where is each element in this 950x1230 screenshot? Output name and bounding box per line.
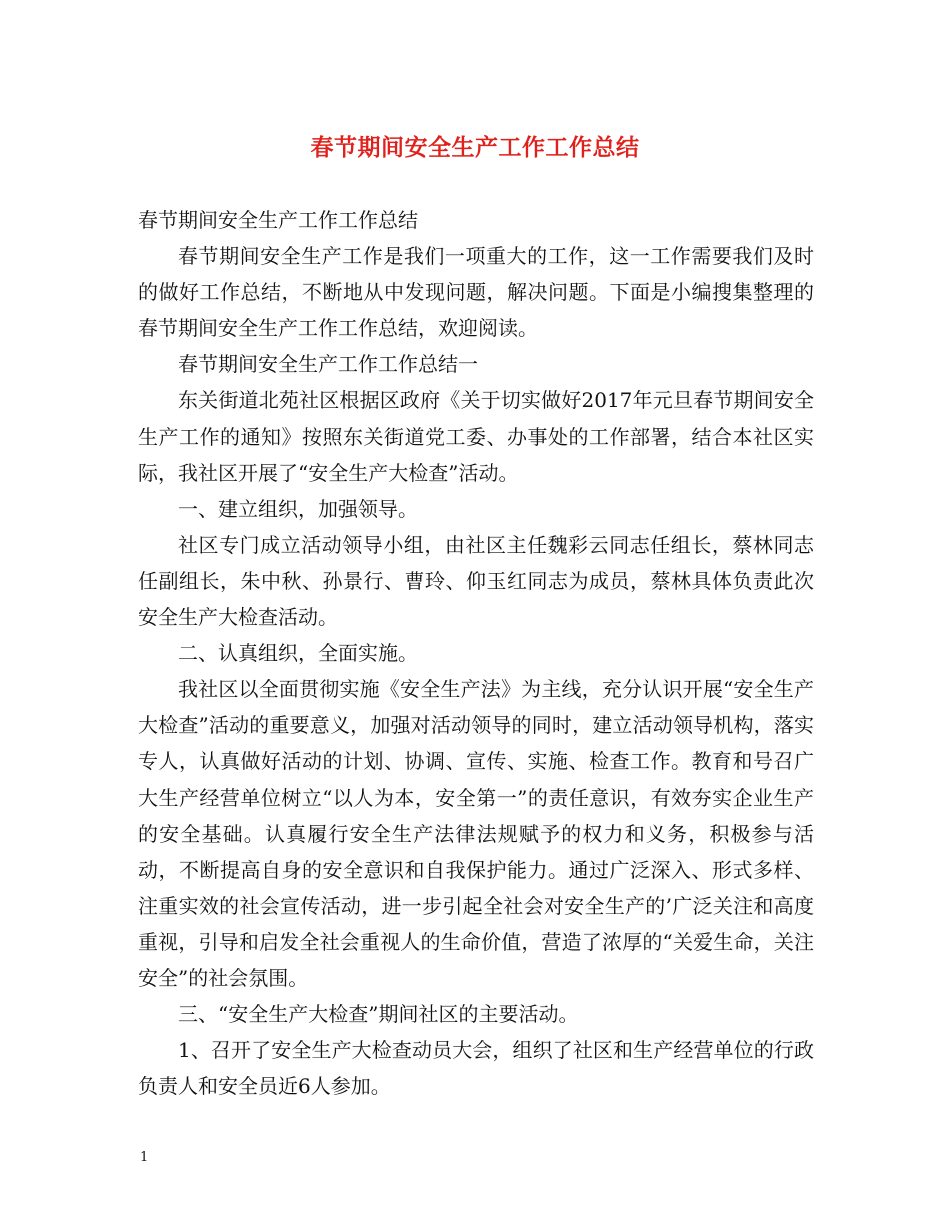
document-body: [138, 202, 814, 1104]
paragraph-section-title: 春节期间安全生产工作工作总结一: [178, 352, 478, 377]
paragraph-activity-1: 1、召开了安全生产大检查动员大会，组织了社区和生产经营单位的行政负责人和安全员近6人参加。: [138, 1038, 814, 1099]
paragraph-heading-2: 二、认真组织，全面实施。: [178, 641, 418, 666]
page-number: 1: [140, 1150, 149, 1165]
paragraph-heading: 春节期间安全生产工作工作总结: [138, 208, 418, 232]
document-title: 春节期间安全生产工作工作总结: [310, 134, 640, 161]
paragraph-heading-3: 三、“安全生产大检查”期间社区的主要活动。: [178, 1002, 579, 1027]
paragraph-intro: 春节期间安全生产工作是我们一项重大的工作，这一工作需要我们及时的做好工作总结，不断地从中发现问题，解决问题。下面是小编搜集整理的春节期间安全生产工作工作总结，欢迎阅读。: [138, 244, 814, 341]
paragraph-background: 东关街道北苑社区根据区政府《关于切实做好2017年元旦春节期间安全生产工作的通知》按照东关街道党工委、办事处的工作部署，结合本社区实际，我社区开展了“安全生产大检查”活动。: [138, 388, 814, 485]
paragraph-heading-1: 一、建立组织，加强领导。: [178, 496, 418, 521]
paragraph-implementation: 我社区以全面贯彻实施《安全生产法》为主线，充分认识开展“安全生产大检查”活动的重要意义，加强对活动领导的同时，建立活动领导机构，落实专人，认真做好活动的计划、协调、宣传、实施、检查工作。教育和号召广大生产经营单位树立“以人为本，安全第一”的责任意识，有效夯实企业生产的安全基础。认真履行安全生产法律法规赋予的权力和义务，积极参与活动，不断提高自身的安全意识和自我保护能力。通过广泛深入、形式多样、注重实效的社会宣传活动，进一步引起全社会对安全生产的’广泛关注和高度重视，引导和启发全社会重视人的生命价值，营造了浓厚的“关爱生命，关注安全”的社会氛围。: [138, 677, 814, 990]
paragraph-organization: 社区专门成立活动领导小组，由社区主任魏彩云同志任组长，蔡林同志任副组长，朱中秋、孙景行、曹玲、仰玉红同志为成员，蔡林具体负责此次安全生产大检查活动。: [138, 532, 814, 630]
